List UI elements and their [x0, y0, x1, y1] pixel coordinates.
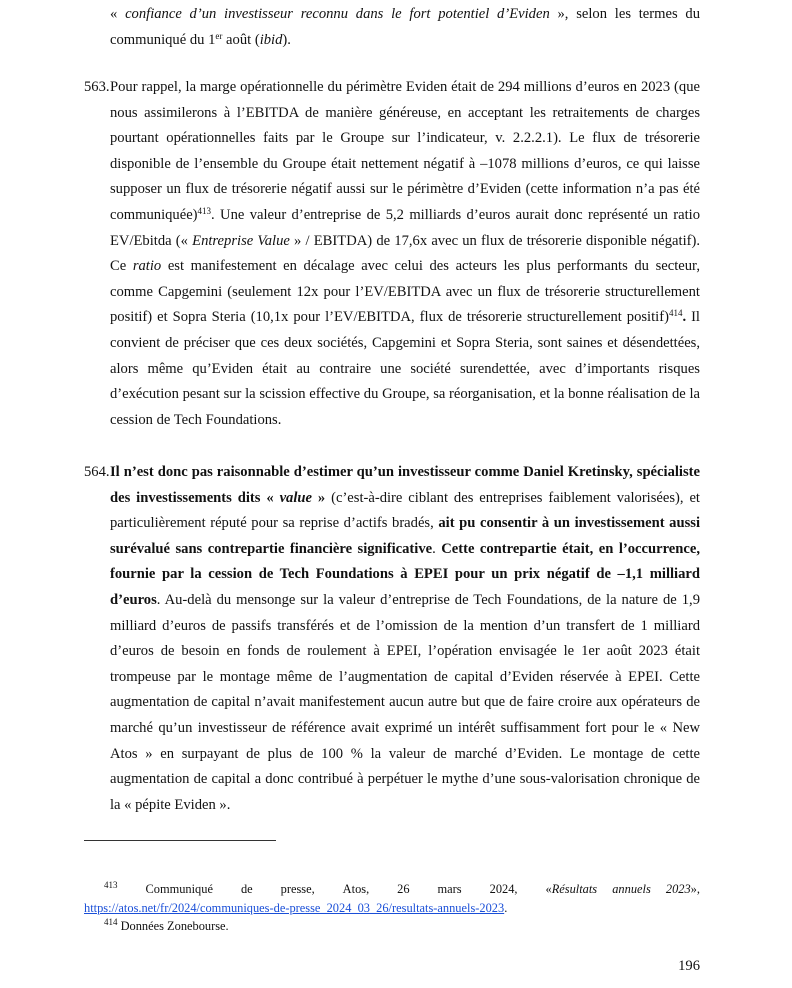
paragraph-563 [84, 75, 700, 433]
footnote-text: Données Zonebourse. [117, 919, 229, 933]
footnote-word: de [240, 882, 253, 896]
bold-run: Il n’est donc pas raisonnable d’estimer qu’un investisseur comme Daniel Kretinsky, spécialiste des investissements dits « [110, 464, 700, 506]
text-run: Il convient de préciser que ces deux sociétés, Capgemini et Sopra Steria, sont saines et désendettées, alors même qu’Eviden était au contraire une société surendettée, avec d’importants risques d’exécution pesant sur la scission effective du Groupe, sa réorganisation, et la bonne réalisation de la cession de Tech Foundations. [110, 309, 700, 428]
paragraph-number: 564. [84, 464, 110, 480]
intro-quote-italic: confiance d’un investisseur reconnu dans le fort potentiel d’Eviden [125, 6, 550, 22]
footnote-ref-413[interactable]: 413 [197, 205, 212, 216]
footnote-word [104, 880, 118, 899]
italic-run: Entreprise Value [192, 232, 290, 249]
atos-press-release-link[interactable]: https://atos.net/fr/2024/communiques-de-presse_2024_03_26/resultats-annuels-2023 [84, 901, 505, 915]
ordinal-superscript: er [215, 30, 223, 41]
ibid-italic: ibid [259, 31, 283, 48]
quote-mark: « [545, 882, 552, 896]
footnote-word: 2024, [489, 882, 518, 896]
paragraph-number: 563. [84, 79, 110, 95]
report-title-italic: Résultats annuels 2023 [551, 882, 691, 896]
text-run: . Au-delà du mensonge sur la valeur d’entreprise de Tech Foundations, de la nature de 1,9 milliard d’euros de passifs transférés et de l’omission de la mention d’un transfert de 1 milliard d’euros de besoin en fonds de roulement à EPEI, l’opération envisagée le 1er août 2023 était trompeuse par le montage même de l’augmentation de capital d’Eviden réservée à EPEI. Cette augmentation de capital n’avait manifestement aucun autre but que de faire croire aux opérateurs de marché qu’un investisseur de référence avait exprimé un intérêt suffisamment fort pour le « New Atos » en surpayant de plus de 100 % la valeur de marché d’Eviden. Le montage de cette augmentation de capital a donc contribué à perpétuer le mythe d’une sous-valorisation chronique de la « pépite Eviden ». [110, 591, 700, 813]
footnote-414 [84, 917, 720, 936]
bold-run: ait pu consentir à un investissement aussi surévalué sans contrepartie financière significative [110, 515, 701, 557]
footnote-number: 413 [104, 880, 118, 890]
intro-text: « [110, 6, 126, 22]
footnote-title [546, 880, 700, 899]
paragraph-body [110, 75, 700, 433]
footnote-separator [84, 840, 276, 841]
text-run: est manifestement en décalage avec celui des acteurs les plus performants du secteur, comme Capgemini (seulement 12x pour l’EV/EBITDA avec un flux de trésorerie structurellement positif) et Sopra Steria (10,1x pour l’EV/EBITDA, flux de trésorerie structurellement positif) [110, 258, 700, 326]
footnote-413-link-line [84, 899, 700, 918]
bold-run: Cette contrepartie était, en l’occurrence, fournie par la cession de Tech Foundations à EPEI pour un prix négatif de –1,1 milliard d’euros [110, 540, 700, 608]
intro-text: », selon les termes du communiqué du 1 [110, 6, 701, 48]
quote-mark: », [690, 882, 700, 896]
bold-run: » [312, 489, 326, 506]
intro-text: ). [282, 31, 291, 48]
footnote-number: 414 [104, 917, 118, 927]
footnote-word: Communiqué [145, 882, 213, 896]
paragraph-564 [84, 460, 700, 818]
footnote-word: 26 [397, 882, 410, 896]
footnote-word: Atos, [342, 882, 370, 896]
text-run: Pour rappel, la marge opérationnelle du périmètre Eviden était de 294 millions d’euros en 2023 (que nous assimilerons à l’EBITDA de manière généreuse, en acceptant les retraitements de charges pourtant opérationnelles faits par le Groupe sur l’indicateur, v. 2.2.2.1). Le flux de trésorerie disponible de l’ensemble du Groupe était nettement négatif à –1078 millions d’euros, ce qui laisse supposer un flux de trésorerie négatif aussi sur le périmètre d’Eviden (cette information n’a pas été communiquée) [110, 79, 700, 223]
footnote-413-line [84, 880, 700, 899]
page-number: 196 [678, 958, 700, 974]
italic-run: ratio [132, 258, 162, 275]
text-run: (c’est-à-dire ciblant des entreprises faiblement valorisées), et particulièrement réputé pour sa reprise d’actifs bradés, [110, 489, 700, 532]
paragraph-body [110, 460, 700, 818]
footnote-word: presse, [280, 882, 315, 896]
bold-run: . [682, 309, 687, 326]
text-run: » / EBITDA) de 17,6x avec un flux de trésorerie disponible négatif). Ce [110, 232, 701, 275]
footnote-word: mars [437, 882, 462, 896]
text-run: . [432, 540, 442, 557]
intro-quote-paragraph [110, 2, 700, 53]
text-run: . [504, 901, 508, 915]
intro-text: août ( [222, 31, 260, 48]
text-run: . Une valeur d’entreprise de 5,2 milliards d’euros aurait donc représenté un ratio EV/Ebitda (« [110, 206, 700, 249]
footnote-413 [84, 880, 700, 918]
bold-italic-run: value [279, 489, 312, 506]
footnote-ref-414[interactable]: 414 [668, 308, 683, 319]
